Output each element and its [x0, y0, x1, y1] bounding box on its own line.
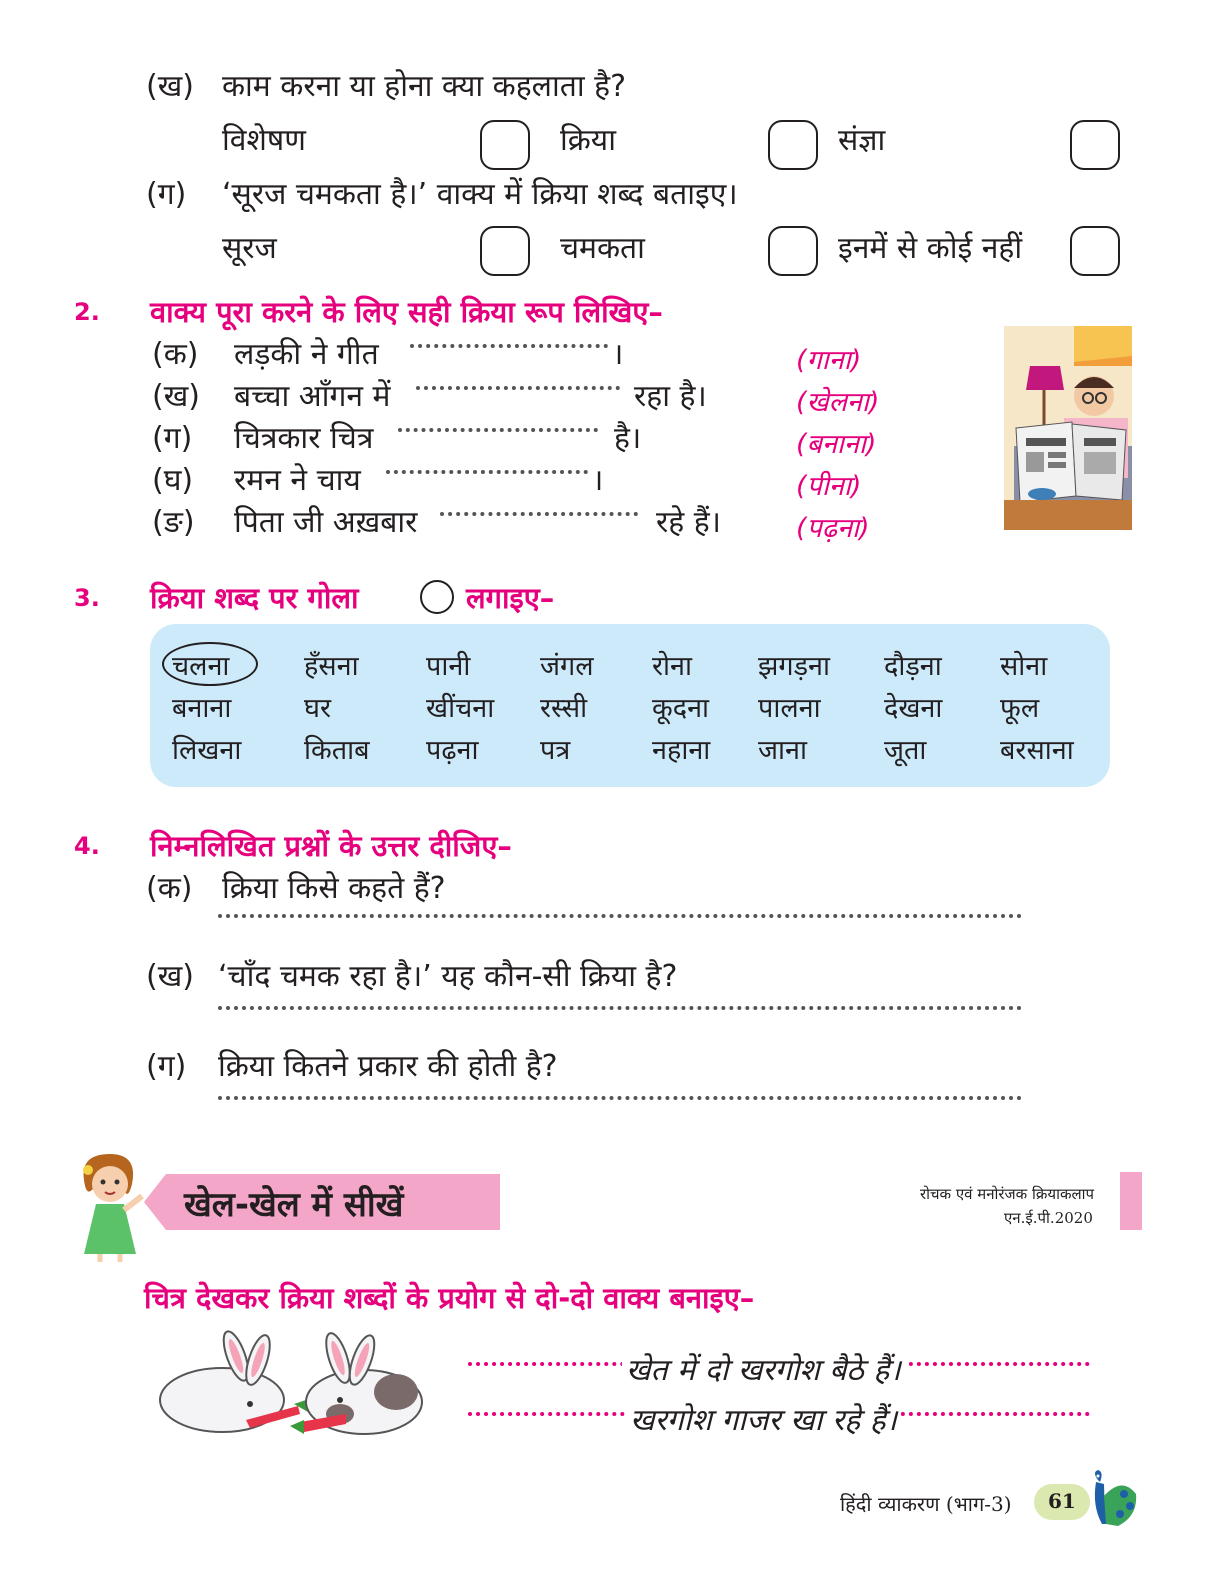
tag-accent-bar — [1120, 1172, 1142, 1230]
q1-ga-checkbox-3[interactable] — [1070, 226, 1120, 276]
q2-item-text: पिता जी अख़बार — [234, 505, 418, 540]
activity-instruction: चित्र देखकर क्रिया शब्दों के प्रयोग से दो-दो वाक्य बनाइए– — [144, 1281, 755, 1315]
word-option[interactable]: जाना — [758, 735, 808, 766]
word-option[interactable]: देखना — [884, 693, 943, 724]
q4-item-marker: (ख) — [146, 959, 194, 994]
q4-item-question: क्रिया कितने प्रकार की होती है? — [218, 1049, 558, 1084]
word-option[interactable]: किताब — [304, 735, 370, 766]
word-option[interactable]: नहाना — [652, 735, 711, 766]
word-option[interactable]: दौड़ना — [884, 651, 942, 682]
activity-tag-line2: एन.ई.पी.2020 — [1004, 1209, 1093, 1227]
word-option[interactable]: पढ़ना — [426, 735, 479, 766]
q2-answer-blank[interactable] — [440, 512, 638, 516]
q3-heading-part2: लगाइए– — [466, 581, 555, 615]
q2-item-marker: (क) — [152, 337, 199, 372]
q2-heading: वाक्य पूरा करने के लिए सही क्रिया रूप लिखिए– — [150, 295, 663, 329]
q2-answer-blank[interactable] — [410, 344, 608, 348]
q2-item-hint: (पीना) — [796, 471, 862, 502]
q1-ga-option-3: इनमें से कोई नहीं — [838, 231, 1023, 266]
word-option[interactable]: जूता — [884, 735, 927, 766]
word-option[interactable]: जंगल — [540, 651, 594, 682]
word-option[interactable]: बरसाना — [1000, 735, 1074, 766]
q4-answer-line[interactable] — [218, 1006, 1022, 1010]
q1-ga-marker: (ग) — [146, 177, 187, 212]
peacock-icon — [1078, 1466, 1138, 1532]
q2-item-marker: (ख) — [152, 379, 200, 414]
word-option[interactable]: कूदना — [652, 693, 710, 724]
man-reading-newspaper-illustration — [1004, 326, 1132, 530]
q2-item-after: । — [612, 337, 624, 372]
girl-illustration — [70, 1150, 150, 1262]
word-grid-panel — [150, 624, 1110, 787]
word-option[interactable]: खींचना — [426, 693, 495, 724]
activity-answer-2: खरगोश गाजर खा रहे हैं। — [626, 1406, 901, 1436]
q4-heading: निम्नलिखित प्रश्नों के उत्तर दीजिए– — [150, 829, 512, 863]
word-option[interactable]: झगड़ना — [758, 651, 831, 682]
q2-item-marker: (ग) — [152, 421, 193, 456]
word-option[interactable]: चलना — [172, 651, 230, 682]
q1-kha-checkbox-2[interactable] — [768, 120, 818, 170]
q2-answer-blank[interactable] — [416, 386, 620, 390]
q2-item-after: रहे हैं। — [656, 505, 722, 540]
word-option[interactable]: लिखना — [172, 735, 242, 766]
q2-item-marker: (ङ) — [152, 505, 195, 540]
page-number: 61 — [1048, 1489, 1076, 1513]
q2-item-text: बच्चा आँगन में — [234, 379, 391, 414]
word-option[interactable]: पानी — [426, 651, 471, 682]
banner-title: खेल-खेल में सीखें — [184, 1185, 404, 1225]
word-option[interactable]: पालना — [758, 693, 821, 724]
word-option[interactable]: फूल — [1000, 693, 1040, 724]
q2-answer-blank[interactable] — [398, 428, 598, 432]
q2-item-text: रमन ने चाय — [234, 463, 361, 498]
word-option[interactable]: रोना — [652, 651, 693, 682]
q4-answer-line[interactable] — [218, 1096, 1022, 1100]
q2-item-text: लड़की ने गीत — [234, 337, 379, 372]
q1-kha-checkbox-3[interactable] — [1070, 120, 1120, 170]
q4-item-marker: (क) — [146, 871, 193, 906]
q1-ga-checkbox-1[interactable] — [480, 226, 530, 276]
q1-ga-question: ‘सूरज चमकता है।’ वाक्य में क्रिया शब्द बताइए। — [222, 177, 738, 212]
q4-item-question: क्रिया किसे कहते हैं? — [222, 871, 446, 906]
q2-item-after: है। — [614, 421, 642, 456]
circle-icon — [420, 580, 454, 614]
q2-item-hint: (पढ़ना) — [796, 513, 870, 544]
word-option[interactable]: हँसना — [304, 651, 359, 682]
q1-kha-option-2: क्रिया — [560, 123, 616, 158]
q2-answer-blank[interactable] — [386, 470, 588, 474]
q2-item-marker: (घ) — [152, 463, 194, 498]
q1-ga-checkbox-2[interactable] — [768, 226, 818, 276]
footer-book-title: हिंदी व्याकरण (भाग-3) — [840, 1492, 1012, 1516]
q3-heading-part1: क्रिया शब्द पर गोला — [150, 581, 359, 615]
q1-kha-question: काम करना या होना क्या कहलाता है? — [222, 69, 627, 104]
word-option[interactable]: बनाना — [172, 693, 232, 724]
q1-kha-checkbox-1[interactable] — [480, 120, 530, 170]
q2-item-text: चित्रकार चित्र — [234, 421, 374, 456]
q2-item-after: रहा है। — [634, 379, 707, 414]
word-option[interactable]: घर — [304, 693, 331, 724]
q1-ga-option-2: चमकता — [560, 231, 645, 266]
q1-kha-marker: (ख) — [146, 69, 194, 104]
q1-kha-option-1: विशेषण — [222, 123, 306, 158]
q2-item-hint: (खेलना) — [796, 387, 880, 418]
word-option[interactable]: सोना — [1000, 651, 1048, 682]
activity-tag-line1: रोचक एवं मनोरंजक क्रियाकलाप — [920, 1185, 1095, 1203]
q2-item-hint: (गाना) — [796, 345, 862, 376]
q4-item-marker: (ग) — [146, 1049, 187, 1084]
q4-number: 4. — [74, 832, 100, 860]
rabbits-eating-carrots-illustration — [150, 1330, 432, 1454]
activity-answer-1: खेत में दो खरगोश बैठे हैं। — [622, 1356, 905, 1386]
q3-number: 3. — [74, 584, 100, 612]
word-option[interactable]: रस्सी — [540, 693, 588, 724]
q2-item-hint: (बनाना) — [796, 429, 877, 460]
q4-item-question: ‘चाँद चमक रहा है।’ यह कौन-सी क्रिया है? — [218, 959, 678, 994]
q4-answer-line[interactable] — [218, 914, 1022, 918]
q1-kha-option-3: संज्ञा — [838, 123, 886, 158]
q1-ga-option-1: सूरज — [222, 231, 277, 266]
word-option[interactable]: पत्र — [540, 735, 571, 766]
q2-item-after: । — [592, 463, 604, 498]
q2-number: 2. — [74, 298, 100, 326]
